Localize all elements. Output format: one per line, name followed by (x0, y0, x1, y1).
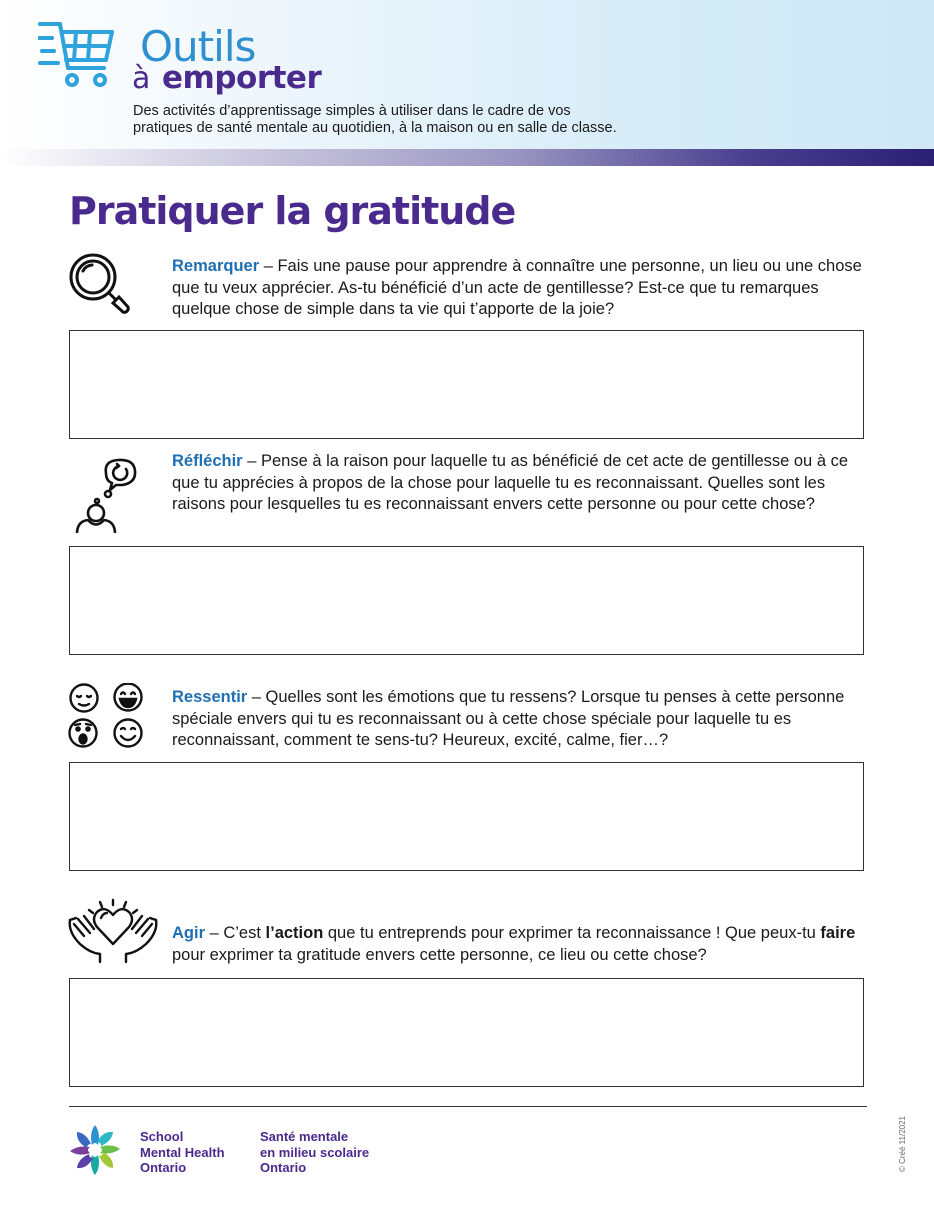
magnifying-glass-icon (68, 252, 130, 316)
header-gradient-bar (0, 149, 934, 166)
answer-box-remarquer[interactable] (69, 330, 864, 439)
org-fr-line-2: en milieu scolaire (260, 1144, 370, 1160)
section-agir-desc-b: que tu entreprends pour exprimer ta reconnaissance ! Que peux-tu (323, 924, 821, 942)
section-ressentir-term: Ressentir (172, 688, 248, 706)
section-remarquer-text (172, 256, 872, 321)
tagline (133, 103, 753, 137)
org-en-line-3: Ontario (140, 1160, 187, 1175)
org-fr-line-1: Santé mentale (260, 1129, 349, 1144)
org-fr-line-3: Ontario (260, 1160, 307, 1175)
section-agir-desc-c: pour exprimer ta gratitude envers cette personne, ce lieu ou cette chose? (172, 945, 707, 964)
section-agir-text (172, 923, 872, 966)
answer-box-reflechir[interactable] (69, 546, 864, 655)
org-name-english (140, 1129, 250, 1176)
tagline-line-1: Des activités d’apprentissage simples à utiliser dans le cadre de vos (133, 103, 571, 119)
created-date: © Créé 11/2021 (898, 1115, 907, 1172)
brand-a: à (132, 61, 151, 96)
section-remarquer-term: Remarquer (172, 257, 260, 275)
brand-outils: Outils (140, 22, 256, 71)
section-reflechir-text (172, 451, 872, 516)
answer-box-ressentir[interactable] (69, 762, 864, 871)
section-ressentir-text (172, 687, 872, 752)
smho-logo-icon (68, 1123, 122, 1177)
thinking-person-icon (72, 457, 142, 533)
hands-heart-icon (66, 898, 160, 964)
tagline-line-2: pratiques de santé mentale au quotidien, à la maison ou en salle de classe. (133, 120, 617, 136)
answer-box-agir[interactable] (69, 978, 864, 1087)
section-agir-bold-faire: faire (820, 924, 856, 942)
section-ressentir-desc: – Quelles sont les émotions que tu ressens? Lorsque tu penses à cette personne spéciale envers qui tu es reconnaissant ou à cette chose spéciale pour laquelle tu es reconnaissant, comment te sens-tu? Heureux, excité, calme, fier…? (172, 688, 845, 749)
page-title: Pratiquer la gratitude (69, 189, 516, 233)
section-agir-desc-a: – C’est (205, 924, 266, 942)
section-agir-term: Agir (172, 924, 205, 942)
org-name-french (260, 1129, 390, 1176)
brand-emporter: emporter (162, 60, 322, 96)
emotion-faces-icon (68, 683, 146, 751)
section-reflechir-term: Réfléchir (172, 452, 243, 470)
section-remarquer-desc: – Fais une pause pour apprendre à connaître une personne, un lieu ou une chose que tu veux apprécier. As-tu bénéficié d’un acte de gentillesse? Est-ce que tu remarques quelque chose de simple dans ta vie qui t’apporte de la joie? (172, 257, 862, 318)
section-reflechir-desc: – Pense à la raison pour laquelle tu as bénéficié de cet acte de gentillesse ou à ce que tu apprécies à propos de la chose pour laquelle tu es reconnaissant. Quelles sont les raisons pour lesquelles tu es reconnaissant envers cette personne ou pour cette chose? (172, 452, 849, 513)
footer-divider (69, 1106, 867, 1107)
org-en-line-2: Mental Health (140, 1144, 225, 1160)
org-en-line-1: School (140, 1129, 184, 1144)
shopping-cart-icon (38, 18, 116, 90)
section-agir-bold-action: l’action (265, 924, 324, 942)
